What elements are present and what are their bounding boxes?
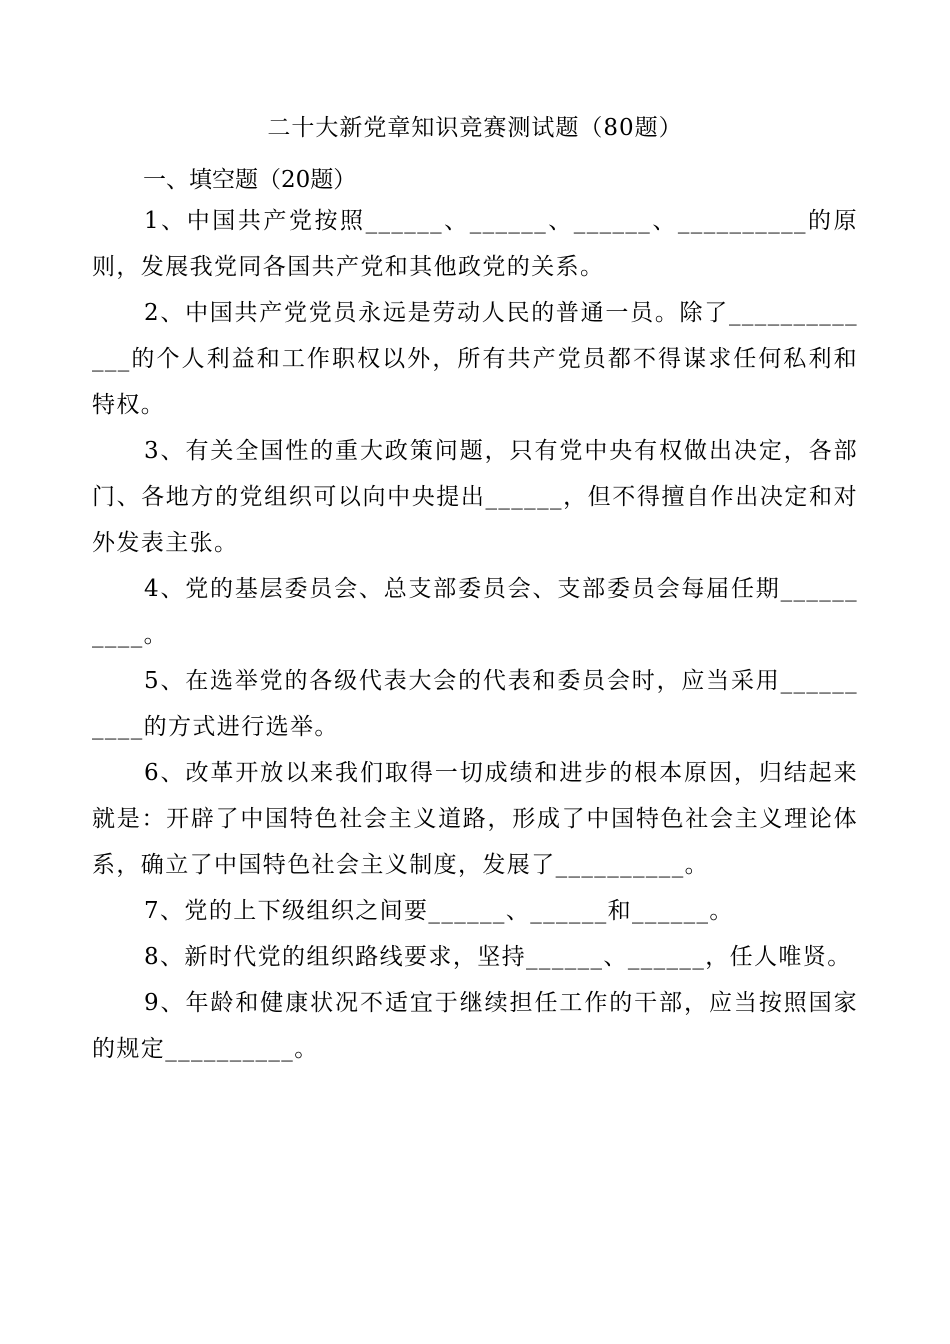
question-3: 3、有关全国性的重大政策问题，只有党中央有权做出决定，各部门、各地方的党组织可以向中央提出______，但不得擅自作出决定和对外发表主张。 bbox=[92, 438, 858, 556]
document-title: 二十大新党章知识竞赛测试题（80题） bbox=[267, 115, 683, 141]
section-heading: 一、填空题（20题） bbox=[143, 167, 357, 193]
question-4: 4、党的基层委员会、总支部委员会、支部委员会每届任期__________。 bbox=[92, 576, 858, 648]
question-5: 5、在选举党的各级代表大会的代表和委员会时，应当采用__________的方式进行选举。 bbox=[92, 668, 858, 740]
question-2: 2、中国共产党党员永远是劳动人民的普通一员。除了_____________的个人利益和工作职权以外，所有共产党员都不得谋求任何私利和特权。 bbox=[92, 300, 858, 418]
question-6: 6、改革开放以来我们取得一切成绩和进步的根本原因，归结起来就是：开辟了中国特色社会主义道路，形成了中国特色社会主义理论体系，确立了中国特色社会主义制度，发展了__________。 bbox=[92, 760, 858, 878]
question-1: 1、中国共产党按照______、______、______、__________的原则，发展我党同各国共产党和其他政党的关系。 bbox=[92, 208, 858, 280]
question-8: 8、新时代党的组织路线要求，坚持______、______，任人唯贤。 bbox=[144, 944, 852, 970]
question-9: 9、年龄和健康状况不适宜于继续担任工作的干部，应当按照国家的规定__________。 bbox=[92, 990, 858, 1062]
question-list bbox=[92, 198, 858, 1072]
question-7: 7、党的上下级组织之间要______、______和______。 bbox=[144, 898, 734, 924]
